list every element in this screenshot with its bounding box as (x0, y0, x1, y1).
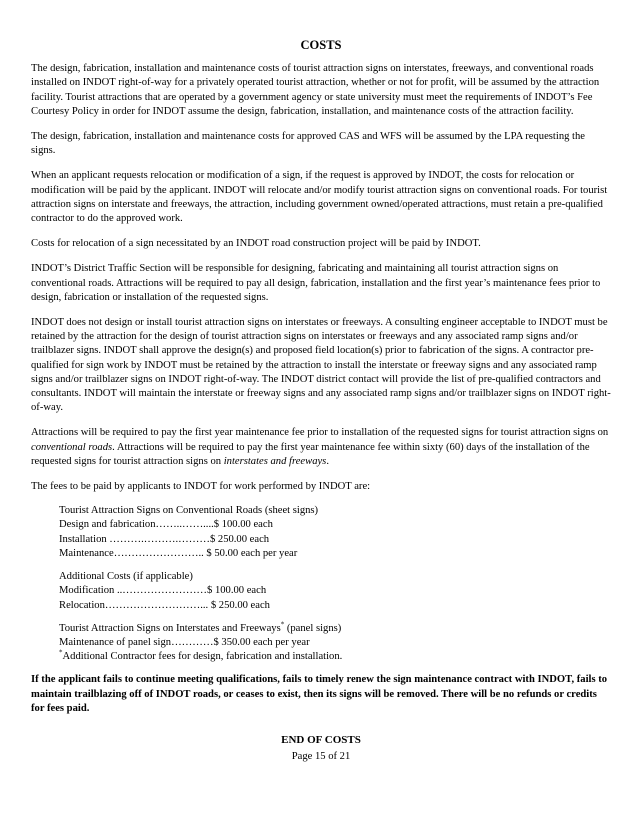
fee-footnote (59, 650, 611, 664)
paragraph-district-traffic: INDOT’s District Traffic Section will be responsible for designing, fabricating and maintaining all tourist attraction signs on conventional roads. Attractions will be required to pay all design, fabrication, installation and the first year’s maintenance fees prior to design, fabrication or installation of the requested signs. (31, 263, 601, 303)
maintenance-fee-text-c: . Attractions will be required to pay the first year maintenance fee within sixty (60) days of the installation of the requested signs for tourist attraction signs on (31, 441, 590, 467)
fee-footnote-text: Additional Contractor fees for design, fabrication and installation. (62, 651, 343, 663)
paragraph-road-construction: Costs for relocation of a sign necessitated by an INDOT road construction project will be paid by INDOT. (31, 238, 481, 250)
page-number: Page 15 of 21 (291, 751, 351, 763)
paragraph-interstate-design: INDOT does not design or install tourist attraction signs on interstates or freeways. A consulting engineer acceptable to INDOT must be retained by the attraction for the design of tourist attraction signs on interstates or freeways and any associated ramp signs and/or trailblazer signs. INDOT shall approve the design(s) and proposed field location(s) prior to fabrication of the signs. A contractor pre-qualified for sign work by INDOT must be retained by the attraction to install the interstate or freeway signs and any associated ramp signs and/or trailblazer signs on INDOT right-of-way. The INDOT district contact will provide the list of pre-qualified contractors and consultants. INDOT will maintain the interstate or freeway signs and any associated ramp signs and/or trailblazer signs on INDOT right-of-way. (31, 317, 611, 414)
end-of-section: END OF COSTS (281, 733, 361, 746)
fee-block-interstate (59, 622, 611, 665)
fee-line: Modification ..……………………$ 100.00 each (59, 585, 267, 597)
maintenance-fee-text-e: . (326, 455, 329, 467)
fee-line: Installation ……….……….………$ 250.00 each (59, 533, 270, 545)
section-title: COSTS (300, 38, 342, 52)
fee-line: Maintenance…………………….. $ 50.00 each per year (59, 547, 298, 559)
fee-block-additional (59, 570, 611, 613)
footnote-marker: * (59, 648, 63, 657)
footnote-marker: * (280, 620, 285, 629)
fee-block-conventional (59, 504, 611, 561)
paragraph-relocation-modification: When an applicant requests relocation or modification of a sign, if the request is approved by INDOT, the costs for relocation or modification will be paid by the applicant. INDOT will relocate and/or modify tourist attraction signs on conventional roads. For tourist attraction signs on interstate and freeways, the attraction, including government owned/operated attractions, must retain a pre-qualified contractor to do the approved work. (31, 170, 608, 225)
fee-heading-conventional: Tourist Attraction Signs on Conventional Roads (sheet signs) (59, 505, 319, 517)
paragraph-fees-intro: The fees to be paid by applicants to INDOT for work performed by INDOT are: (31, 481, 371, 493)
fee-heading-interstate-tail: (panel signs) (284, 622, 342, 634)
fee-line: Maintenance of panel sign…………$ 350.00 each per year (59, 636, 310, 648)
paragraph-cost-responsibility: The design, fabrication, installation and maintenance costs of tourist attraction signs on interstates, freeways, and conventional roads installed on INDOT right-of-way for a privately operated tourist attraction, whether or not for profit, will be assumed by the attraction facility. Tourist attractions that are operated by a government agency or state university must meet the requirements of INDOT’s Fee Courtesy Policy in order for INDOT assume the design, fabrication, installation, and maintenance costs of the attraction facility. (31, 63, 600, 117)
paragraph-maintenance-fee (31, 426, 611, 469)
document-page (31, 38, 611, 764)
fee-heading-additional: Additional Costs (if applicable) (59, 571, 193, 583)
fee-heading-interstate (59, 622, 611, 636)
maintenance-fee-interstates: interstates and freeways (223, 455, 327, 467)
fee-heading-interstate-text: Tourist Attraction Signs on Interstates and Freeways (59, 622, 281, 634)
maintenance-fee-text-a: Attractions will be required to pay the first year maintenance fee prior to installation of the requested signs for tourist attraction signs on (31, 427, 609, 439)
warning-paragraph: If the applicant fails to continue meeting qualifications, fails to timely renew the sign maintenance contract with INDOT, fails to maintain trailblazing off of INDOT roads, or ceases to exist, then its signs will be removed. There will be no refunds or credits for fees paid. (31, 674, 608, 714)
fee-line: Relocation………………………... $ 250.00 each (59, 599, 270, 611)
paragraph-cas-wfs: The design, fabrication, installation and maintenance costs for approved CAS and WFS will be assumed by the LPA requesting the signs. (31, 131, 586, 157)
fee-line: Design and fabrication……..……....$ 100.00 each (59, 519, 273, 531)
maintenance-fee-conventional-roads: conventional roads (31, 441, 113, 453)
